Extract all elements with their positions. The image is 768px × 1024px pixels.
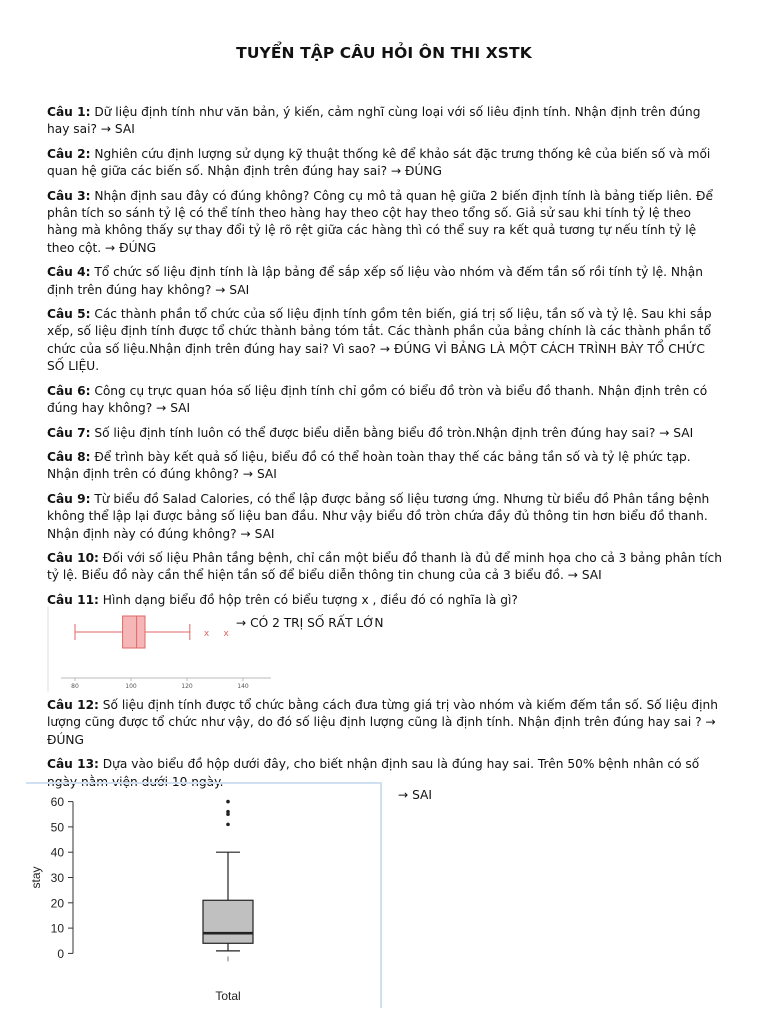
y-tick-label: 0: [57, 946, 64, 961]
page-title: TUYỂN TẬP CÂU HỎI ÔN THI XSTK: [236, 44, 532, 62]
question-label: Câu 12:: [47, 698, 99, 712]
question-text: Tổ chức số liệu định tính là lập bảng để sắp xếp số liệu vào nhóm và đếm tần số rồi tính tỷ lệ. Nhận định trên đúng hay không?: [47, 265, 703, 297]
question-answer: SAI: [170, 401, 191, 416]
question-text: Số liệu định tính được tổ chức bằng cách đưa từng giá trị vào nhóm và kiếm đếm tần số. Số liệu định lượng cũng được tổ chức như vậy, do đó số liệu định lượng cũng là định tính. Nhận định trên đúng hay sai ?: [47, 698, 718, 730]
question-label: Câu 9:: [47, 491, 91, 506]
question-12: [47, 697, 723, 749]
question-10: [47, 550, 723, 585]
question-answer: SAI: [114, 122, 135, 137]
question-3: [47, 188, 723, 258]
question-answer: SAI: [256, 467, 277, 482]
question-text: Dữ liệu định tính như văn bản, ý kiến, cảm nghĩ cùng loại với số liêu định tính. Nhận định trên đúng hay sai?: [47, 105, 701, 137]
q11-answer-text: CÓ 2 TRỊ SỐ RẤT LỚN: [250, 616, 384, 630]
arrow-icon: →: [390, 164, 402, 179]
outlier-point: [226, 810, 230, 814]
x-tick-label: 100: [125, 683, 137, 690]
question-text: Nhận định sau đây có đúng không? Công cụ mô tả quan hệ giữa 2 biến định tính là bảng tiếp liên. Để phân tích so sánh tỷ lệ có thể tính theo hàng hay theo cột hay theo tổng số. Giả sử sau khi tính tỷ lệ theo hàng mà không thấy sự thay đổi tỷ lệ rõ rệt giữa các hàng thì có thể suy ra kết quả tương tự nếu tính tỷ lệ theo cột.: [47, 188, 713, 255]
arrow-icon: →: [215, 282, 226, 297]
box: [203, 900, 253, 943]
q13-answer-text: SAI: [412, 788, 432, 802]
arrow-icon: →: [567, 568, 578, 583]
arrow-icon: →: [659, 425, 670, 440]
box: [123, 616, 145, 648]
question-label: Câu 7:: [47, 425, 91, 440]
question-text: Các thành phần tổ chức của số liệu định tính gồm tên biến, giá trị số liệu, tần số và tỷ lệ. Sau khi sắp xếp, số liệu định tính được tổ chức thành bảng tóm tắt. Các thành phần của bảng chính là các thành phần tổ chức của số liệu.Nhận định trên đúng hay sai? Vì sao?: [47, 307, 712, 356]
question-answer: SAI: [254, 526, 275, 541]
question-text: Để trình bày kết quả số liệu, biểu đồ có thể hoàn toàn thay thế các bảng tần số và tỷ lệ phức tạp. Nhận định trên có đúng không?: [47, 449, 691, 482]
vertical-boxplot: [26, 782, 382, 1008]
question-label: Câu 1:: [47, 105, 91, 119]
question-text: Nghiên cứu định lượng sử dụng kỹ thuật thống kê để khảo sát đặc trưng thống kê của biến số và mối quan hệ giữa các biến số. Nhận định trên đúng hay sai?: [47, 146, 711, 179]
arrow-icon: →: [705, 715, 716, 730]
q11-answer: [236, 616, 383, 630]
outlier-x-icon: x: [203, 629, 210, 639]
outlier-x-icon: x: [223, 629, 229, 639]
question-answer: SAI: [581, 568, 602, 583]
question-1: [47, 104, 723, 139]
question-text: Công cụ trực quan hóa số liệu định tính chỉ gồm có biểu đồ tròn và biểu đồ thanh. Nhận định trên có đúng hay không?: [47, 383, 708, 416]
y-tick-label: 60: [50, 795, 64, 810]
question-text: Hình dạng biểu đồ hộp trên có biểu tượng x , điều đó có nghĩa là gì?: [102, 592, 518, 607]
question-5: [47, 306, 723, 376]
question-label: Câu 2:: [47, 146, 91, 161]
question-4: [47, 264, 723, 299]
y-tick-label: 10: [50, 921, 64, 936]
question-text: Từ biểu đồ Salad Calories, có thể lập được bảng số liệu tương ứng. Nhưng từ biểu đồ Phân tầng bệnh không thể lập lại được bảng số liệu ban đầu. Như vậy biểu đồ tròn chứa đầy đủ thông tin hơn biểu đồ thanh. Nhận định này có đúng không?: [47, 491, 710, 541]
question-label: Câu 4:: [47, 265, 91, 280]
question-label: Câu 10:: [47, 550, 99, 565]
arrow-icon: →: [379, 341, 391, 356]
arrow-icon: →: [240, 526, 251, 541]
question-answer: SAI: [673, 425, 694, 440]
arrow-icon: →: [156, 401, 167, 416]
question-answer: ĐÚNG: [119, 240, 157, 255]
question-label: Câu 6:: [47, 383, 91, 398]
arrow-icon: →: [105, 240, 116, 255]
y-tick-label: 20: [50, 896, 64, 911]
question-label: Câu 3:: [47, 188, 91, 203]
outlier-point: [226, 800, 230, 804]
y-tick-label: 50: [50, 820, 64, 835]
arrow-icon: →: [398, 788, 409, 802]
question-label: Câu 5:: [47, 307, 91, 322]
question-answer: SAI: [229, 282, 250, 297]
question-answer: ĐÚNG: [47, 732, 84, 747]
q13-answer: [398, 788, 432, 802]
question-label: Câu 11:: [47, 592, 99, 607]
x-tick-label: 120: [181, 683, 193, 690]
question-list: [47, 104, 723, 616]
question-label: Câu 8:: [47, 449, 91, 464]
question-7: [47, 425, 723, 442]
arrow-icon: →: [242, 467, 254, 482]
frame-left: [48, 607, 49, 692]
x-tick-label: 140: [237, 683, 249, 690]
question-answer: ĐÚNG VÌ BẢNG LÀ MỘT CÁCH TRÌNH BÀY TỔ CHỨC SỐ LIỆU.: [47, 341, 705, 374]
outlier-point: [226, 823, 230, 827]
y-tick-label: 30: [50, 871, 64, 885]
question-text: Đối với số liệu Phân tầng bệnh, chỉ cần một biểu đồ thanh là đủ để minh họa cho cả 3 bảng phân tích tỷ lệ. Biểu đồ này cần thể hiện tần số để biểu diễn thông tin chung của cả 3 biểu đồ.: [47, 550, 722, 583]
question-8: [47, 449, 723, 484]
question-9: [47, 491, 723, 543]
arrow-icon: →: [236, 616, 247, 630]
question-2: [47, 146, 723, 181]
question-6: [47, 383, 723, 418]
question-text: Dựa vào biểu đồ hộp dưới đây, cho biết nhận định sau là đúng hay sai. Trên 50% bệnh nhân có số ngày nằm viện dưới 10 ngày.: [47, 757, 700, 789]
x-axis-label: Total: [215, 989, 241, 1003]
question-answer: ĐÚNG: [405, 164, 442, 179]
question-text: Số liệu định tính luôn có thể được biểu diễn bằng biểu đồ tròn.Nhận định trên đúng hay sai?: [94, 425, 656, 440]
y-tick-label: 40: [50, 845, 64, 860]
arrow-icon: →: [100, 122, 112, 137]
y-axis-label: stay: [29, 866, 43, 889]
question-label: Câu 13:: [47, 757, 99, 772]
x-tick-label: 80: [71, 683, 79, 690]
